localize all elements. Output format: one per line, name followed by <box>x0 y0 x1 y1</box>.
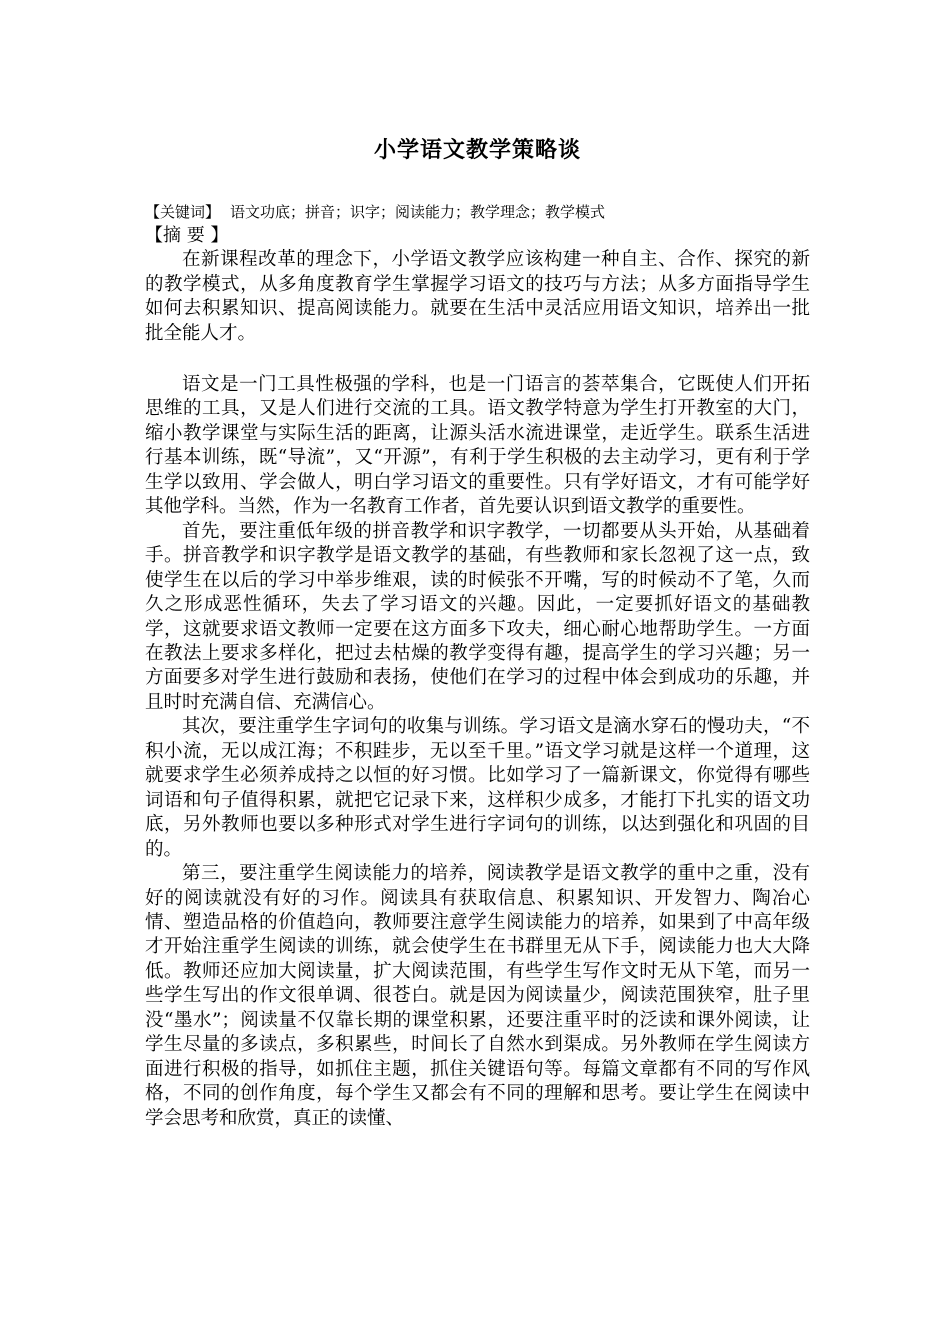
keywords-label: 【关键词】 <box>145 203 221 221</box>
document-title: 小学语文教学策略谈 <box>373 137 581 163</box>
body-paragraph: 第三，要注重学生阅读能力的培养，阅读教学是语文教学的重中之重，没有好的阅读就没有好的习作。阅读具有获取信息、积累知识、开发智力、陶冶心情、塑造品格的价值趋向，教师要注意学生阅读能力的培养，如果到了中高年级才开始注重学生阅读的训练，就会使学生在书群里无从下手，阅读能力也大大降低。教师还应加大阅读量，扩大阅读范围，有些学生写作文时无从下笔，而另一些学生写出的作文很单调、很苍白。就是因为阅读量少，阅读范围狭窄，肚子里没“墨水”；阅读量不仅靠长期的课堂积累，还要注重平时的泛读和课外阅读，让学生尽量的多读点，多积累些，时间长了自然水到渠成。另外教师在学生阅读方面进行积极的指导，如抓住主题，抓住关键语句等。每篇文章都有不同的写作风格，不同的创作角度，每个学生又都会有不同的理解和思考。要让学生在阅读中学会思考和欣赏，真正的读懂、 <box>145 863 810 1129</box>
body-paragraph: 首先，要注重低年级的拼音教学和识字教学，一切都要从头开始，从基础着手。拼音教学和识字教学是语文教学的基础，有些教师和家长忽视了这一点，致使学生在以后的学习中举步维艰，读的时候张不开嘴，写的时候动不了笔，久而久之形成恶性循环，失去了学习语文的兴趣。因此，一定要抓好语文的基础教学，这就要求语文教师一定要在这方面多下攻夫，细心耐心地帮助学生。一方面在教法上要求多样化，把过去枯燥的教学变得有趣，提高学生的学习兴趣；另一方面要多对学生进行鼓励和表扬，使他们在学习的过程中体会到成功的乐趣，并且时时充满自信、充满信心。 <box>145 520 810 713</box>
abstract-text: 在新课程改革的理念下，小学语文教学应该构建一种自主、合作、探究的新的教学模式，从多角度教育学生掌握学习语文的技巧与方法；从多方面指导学生如何去积累知识、提高阅读能力。就要在生活中灵活应用语文知识，培养出一批批全能人才。 <box>145 249 810 344</box>
body-paragraph: 语文是一门工具性极强的学科，也是一门语言的荟萃集合，它既使人们开拓思维的工具，又是人们进行交流的工具。语文教学特意为学生打开教室的大门，缩小教学课堂与实际生活的距离，让源头活水流进课堂，走近学生。联系生活进行基本训练，既“导流”，又“开源”，有利于学生积极的去主动学习，更有利于学生学以致用、学会做人，明白学习语文的重要性。只有学好语文，才有可能学好其他学科。当然，作为一名教育工作者，首先要认识到语文教学的重要性。 <box>145 374 810 518</box>
body-paragraph: 其次，要注重学生字词句的收集与训练。学习语文是滴水穿石的慢功夫，“不积小流，无以成江海；不积跬步，无以至千里。”语文学习就是这样一个道理，这就要求学生必须养成持之以恒的好习惯。比如学习了一篇新课文，你觉得有哪些词语和句子值得积累，就把它记录下来，这样积少成多，才能打下扎实的语文功底，另外教师也要以多种形式对学生进行字词句的训练，以达到强化和巩固的目的。 <box>145 716 810 860</box>
abstract-label: 【摘 要 】 <box>145 225 229 246</box>
keywords-line <box>145 200 605 224</box>
body-text <box>145 373 810 1131</box>
keywords-text: 语文功底；拼音；识字；阅读能力；教学理念；教学模式 <box>230 203 606 221</box>
